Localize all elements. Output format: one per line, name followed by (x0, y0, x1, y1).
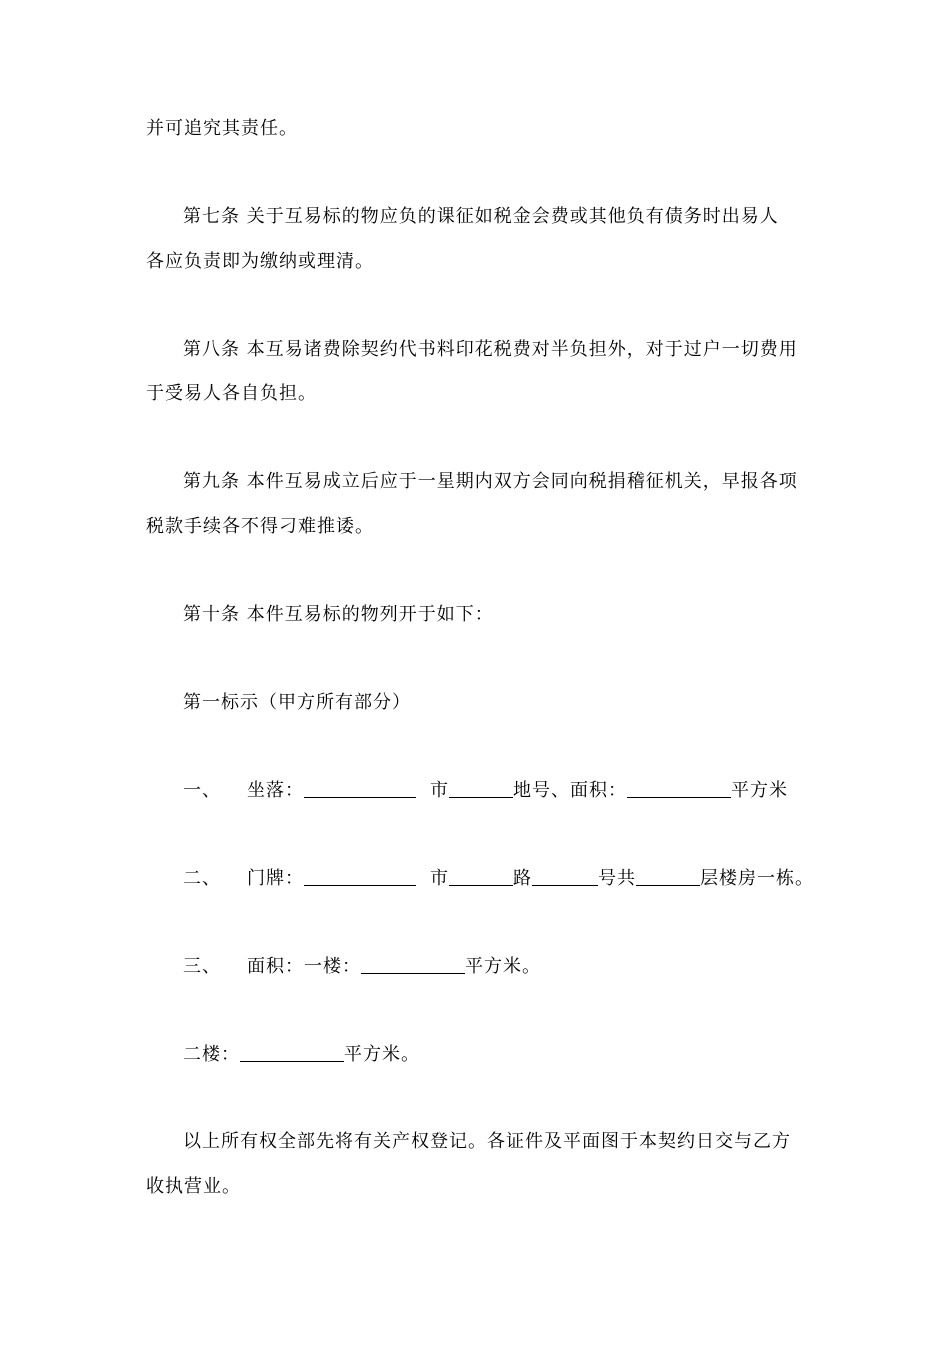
blank-field (240, 1043, 344, 1062)
floors-text: 层楼房一栋。 (700, 868, 814, 889)
city-text: 市 (430, 780, 449, 801)
article-8-line-1: 第八条 本互易诸费除契约代书料印花税费对半负担外，对于过户一切费用 (183, 339, 798, 360)
item-label: 二楼： (183, 1044, 240, 1065)
item-label: 面积：一楼： (247, 956, 361, 977)
item-number: 二、 (183, 868, 221, 889)
item-number: 三、 (183, 956, 221, 977)
article-9-line-2: 税款手续各不得刁难推诿。 (146, 516, 374, 537)
city-text: 市 (430, 868, 449, 889)
unit-text: 平方米。 (344, 1044, 420, 1065)
item-label: 门牌： (247, 868, 304, 889)
article-8-line-2: 于受易人各自负担。 (146, 383, 317, 404)
blank-field (361, 955, 465, 974)
number-text: 号共 (598, 868, 636, 889)
blank-field (627, 779, 731, 798)
road-text: 路 (513, 868, 532, 889)
article-10-line: 第十条 本件互易标的物列开于如下： (183, 604, 494, 625)
blank-field (304, 779, 416, 798)
blank-field (304, 867, 416, 886)
article-7-line-2: 各应负责即为缴纳或理清。 (146, 251, 374, 272)
item-number: 一、 (183, 780, 221, 801)
closing-line-1: 以上所有权全部先将有关产权登记。各证件及平面图于本契约日交与乙方 (183, 1131, 791, 1152)
article-9-line-1: 第九条 本件互易成立后应于一星期内双方会同向税捐稽征机关，早报各项 (183, 471, 798, 492)
unit-text: 平方米。 (465, 956, 541, 977)
blank-field (449, 867, 513, 886)
item-area (183, 955, 541, 979)
unit-text: 平方米 (731, 780, 788, 801)
item-label: 坐落： (247, 780, 304, 801)
blank-field (532, 867, 598, 886)
lot-text: 地号、面积： (513, 780, 627, 801)
item-second-floor (183, 1043, 420, 1067)
schedule-heading: 第一标示（甲方所有部分） (183, 692, 411, 713)
item-location (183, 779, 788, 803)
article-7-line-1: 第七条 关于互易标的物应负的课征如税金会费或其他负有债务时出易人 (183, 206, 779, 227)
blank-field (636, 867, 700, 886)
blank-field (449, 779, 513, 798)
closing-line-2: 收执营业。 (146, 1176, 241, 1197)
item-doorplate (183, 867, 814, 891)
paragraph-line: 并可追究其责任。 (146, 118, 298, 139)
